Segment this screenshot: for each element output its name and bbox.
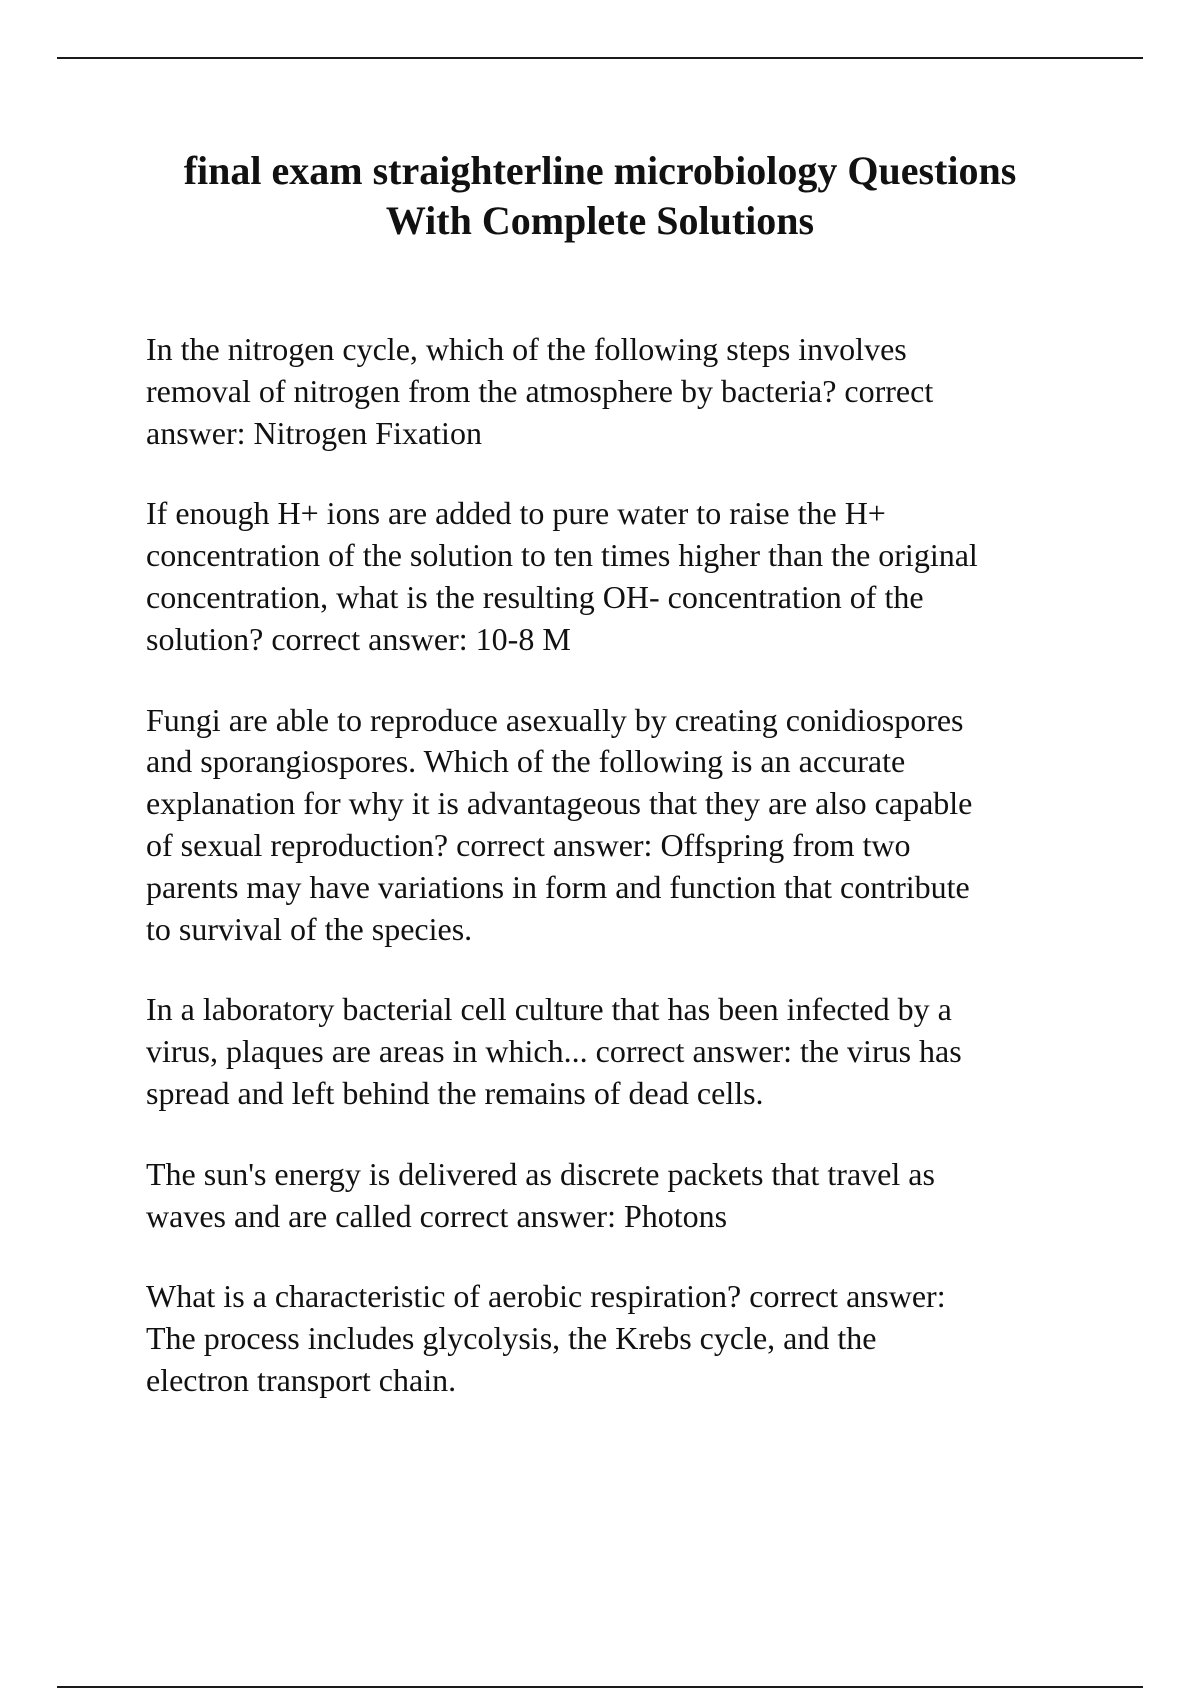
title-line: With Complete Solutions — [385, 198, 815, 243]
document-title — [100, 146, 1100, 246]
text-line: If enough H+ ions are added to pure water to raise the H+ — [146, 495, 886, 532]
text-line: In the nitrogen cycle, which of the following steps involves — [146, 331, 907, 367]
text-line: What is a characteristic of aerobic respiration? correct answer: — [146, 1278, 946, 1315]
text-line: and sporangiospores. Which of the following is an accurate — [146, 743, 906, 780]
question-item — [146, 1154, 1106, 1238]
question-item — [146, 329, 1106, 454]
text-line: solution? correct answer: 10-8 M — [146, 620, 571, 657]
text-line: concentration of the solution to ten times higher than the original — [146, 537, 978, 574]
text-line: parents may have variations in form and function that contribute — [146, 868, 970, 905]
question-list — [146, 329, 1106, 1441]
text-line: spread and left behind the remains of dead cells. — [146, 1074, 764, 1111]
text-line: The sun's energy is delivered as discrete packets that travel as — [146, 1155, 935, 1192]
text-line: Fungi are able to reproduce asexually by creating conidiospores — [146, 701, 964, 738]
top-divider — [57, 57, 1143, 59]
text-line: of sexual reproduction? correct answer: Offspring from two — [146, 826, 911, 863]
text-line: waves and are called correct answer: Photons — [146, 1197, 728, 1234]
question-item — [146, 1276, 1106, 1401]
text-line: removal of nitrogen from the atmosphere by bacteria? correct — [146, 372, 934, 409]
text-line: virus, plaques are areas in which... correct answer: the virus has — [146, 1033, 962, 1070]
bottom-divider — [57, 1686, 1143, 1688]
question-item — [146, 989, 1106, 1114]
text-line: explanation for why it is advantageous that they are also capable — [146, 785, 973, 822]
text-line: to survival of the species. — [146, 910, 473, 947]
question-item — [146, 700, 1106, 951]
text-line: In a laboratory bacterial cell culture that has been infected by a — [146, 991, 952, 1028]
text-line: The process includes glycolysis, the Krebs cycle, and the — [146, 1320, 877, 1357]
text-line: concentration, what is the resulting OH- concentration of the — [146, 578, 924, 615]
title-line: final exam straighterline microbiology Questions — [183, 148, 1017, 193]
question-item — [146, 493, 1106, 660]
text-line: electron transport chain. — [146, 1361, 457, 1398]
text-line: answer: Nitrogen Fixation — [146, 414, 482, 451]
